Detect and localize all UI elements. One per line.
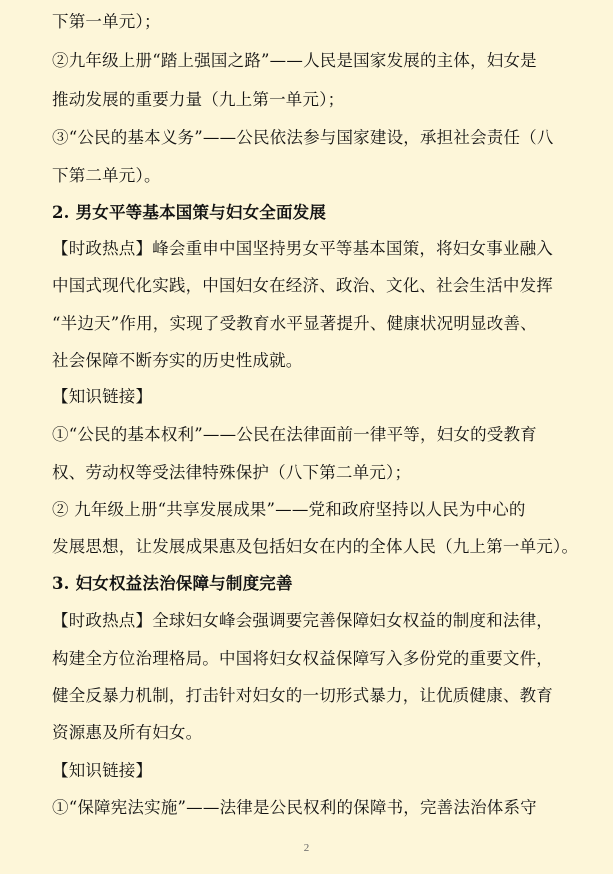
text-line: 【知识链接】 — [52, 761, 153, 780]
text-line: ①“保障宪法实施”——法律是公民权利的保障书，完善法治体系守 — [52, 798, 537, 817]
text-line: 【时政热点】全球妇女峰会强调要完善保障妇女权益的制度和法律， — [52, 611, 553, 630]
text-line: 健全反暴力机制，打击针对妇女的一切形式暴力，让优质健康、教育 — [52, 686, 553, 705]
text-line: 【时政热点】峰会重申中国坚持男女平等基本国策，将妇女事业融入 — [52, 239, 553, 258]
text-line: ①“公民的基本权利”——公民在法律面前一律平等，妇女的受教育 — [52, 425, 537, 444]
text-line: ②九年级上册“踏上强国之路”——人民是国家发展的主体，妇女是 — [52, 51, 537, 70]
text-line: 发展思想，让发展成果惠及包括妇女在内的全体人民（九上第一单元）。 — [52, 537, 579, 556]
text-line: 中国式现代化实践，中国妇女在经济、政治、文化、社会生活中发挥 — [52, 276, 553, 295]
section-heading: 3. 妇女权益法治保障与制度完善 — [52, 574, 293, 593]
text-line: 资源惠及所有妇女。 — [52, 723, 203, 742]
page-number: 2 — [303, 842, 310, 854]
text-line: “半边天”作用，实现了受教育水平显著提升、健康状况明显改善、 — [52, 314, 537, 333]
text-line: 推动发展的重要力量（九上第一单元）； — [52, 90, 345, 109]
text-line: 社会保障不断夯实的历史性成就。 — [52, 351, 303, 370]
text-line: ② 九年级上册“共享发展成果”——党和政府坚持以人民为中心的 — [52, 500, 526, 519]
section-heading: 2. 男女平等基本国策与妇女全面发展 — [52, 203, 327, 222]
text-line: ③“公民的基本义务”——公民依法参与国家建设，承担社会责任（八 — [52, 128, 554, 147]
text-line: 权、劳动权等受法律特殊保护（八下第二单元）； — [52, 463, 412, 482]
text-line: 下第一单元）； — [52, 12, 161, 31]
text-line: 【知识链接】 — [52, 387, 153, 406]
text-line: 下第二单元）。 — [52, 166, 161, 185]
text-line: 构建全方位治理格局。中国将妇女权益保障写入多份党的重要文件， — [52, 649, 553, 668]
